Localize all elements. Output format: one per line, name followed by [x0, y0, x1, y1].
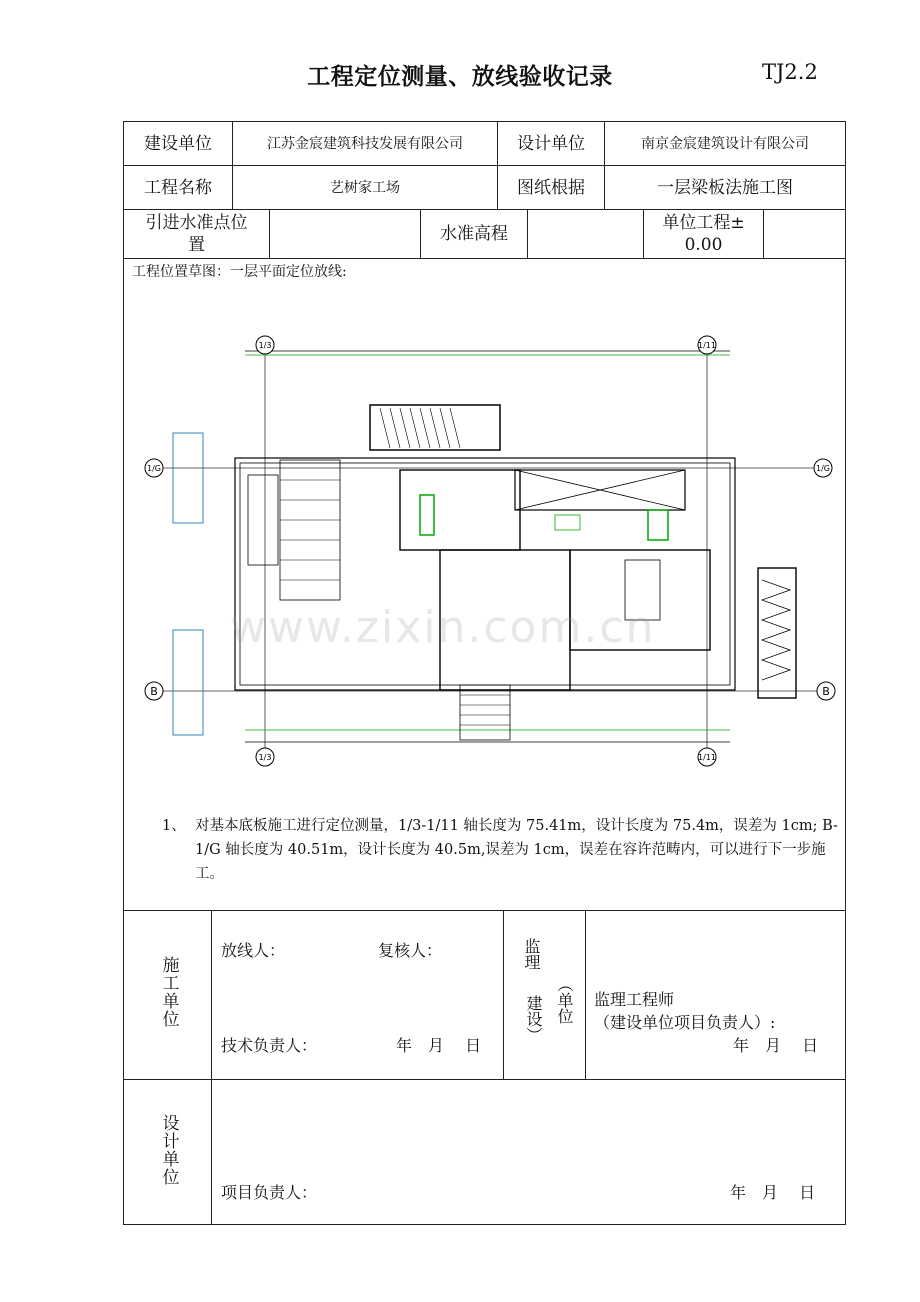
- basis-label: 图纸根据: [517, 177, 585, 198]
- axis-bubble-br: 1/11: [698, 753, 716, 762]
- staker-label: 放线人：: [221, 941, 286, 960]
- designer-value: 南京金宸建筑设计有限公司: [641, 135, 809, 152]
- supervision-label-a: 监理: [522, 938, 541, 970]
- construction-unit-label: 施工单位: [158, 956, 179, 1028]
- builder-label: 建设单位: [144, 133, 212, 154]
- supervision-label-b: （单位: [555, 976, 574, 1024]
- design-lead-label: 项目负责人：: [221, 1183, 318, 1202]
- axis-bubble-lb: B: [150, 685, 158, 698]
- basis-value: 一层梁板法施工图: [657, 177, 793, 198]
- supervision-date: 年 月 日: [733, 1036, 819, 1055]
- tech-lead-label: 技术负责人：: [221, 1036, 318, 1055]
- designer-label: 设计单位: [517, 133, 585, 154]
- unit-label-line1: 单位工程±: [662, 213, 745, 233]
- unit-label: [644, 210, 763, 258]
- benchmark-label-line1: 引进水准点位: [145, 213, 248, 233]
- supervision-label-c: 建设）: [524, 995, 543, 1043]
- floor-plan-drawing: [140, 320, 840, 770]
- checker-label: 复核人：: [378, 941, 443, 960]
- design-unit-label: 设计单位: [158, 1114, 179, 1186]
- benchmark-label: [124, 210, 269, 258]
- form-code: TJ2.2: [762, 60, 818, 84]
- document-title: 工程定位测量、放线验收记录: [307, 64, 613, 90]
- axis-bubble-rb: B: [822, 685, 830, 698]
- watermark: www.zixin.com.cn: [230, 602, 656, 653]
- sketch-label: 工程位置草图：一层平面定位放线:: [132, 264, 347, 280]
- note-number: 1、: [162, 818, 186, 834]
- design-date: 年 月 日: [730, 1183, 816, 1202]
- owner-lead-label: （建设单位项目负责人）:: [594, 1013, 776, 1032]
- construction-date: 年 月 日: [396, 1036, 482, 1055]
- project-value: 艺树家工场: [330, 179, 400, 196]
- axis-bubble-lg: 1/G: [147, 464, 161, 473]
- axis-bubble-tr: 1/11: [698, 341, 716, 350]
- axis-bubble-tl: 1/3: [258, 341, 272, 350]
- builder-value: 江苏金宸建筑科技发展有限公司: [267, 135, 463, 152]
- project-label: 工程名称: [144, 177, 212, 198]
- axis-bubble-rg: 1/G: [816, 464, 830, 473]
- note-text: 对基本底板施工进行定位测量，1/3-1/11 轴长度为 75.41m，设计长度为 75.4m，误差为 1cm; B-1/G 轴长度为 40.51m，设计长度为 40.5m,误差为 1cm，误差在容许范畴内，可以进行下一步施工。: [195, 818, 838, 882]
- supervision-engineer-label: 监理工程师: [594, 990, 675, 1009]
- level-label: 水准高程: [440, 224, 508, 244]
- unit-label-line2: 0.00: [684, 235, 723, 255]
- benchmark-label-line2: 置: [188, 235, 205, 255]
- axis-bubble-bl: 1/3: [258, 753, 272, 762]
